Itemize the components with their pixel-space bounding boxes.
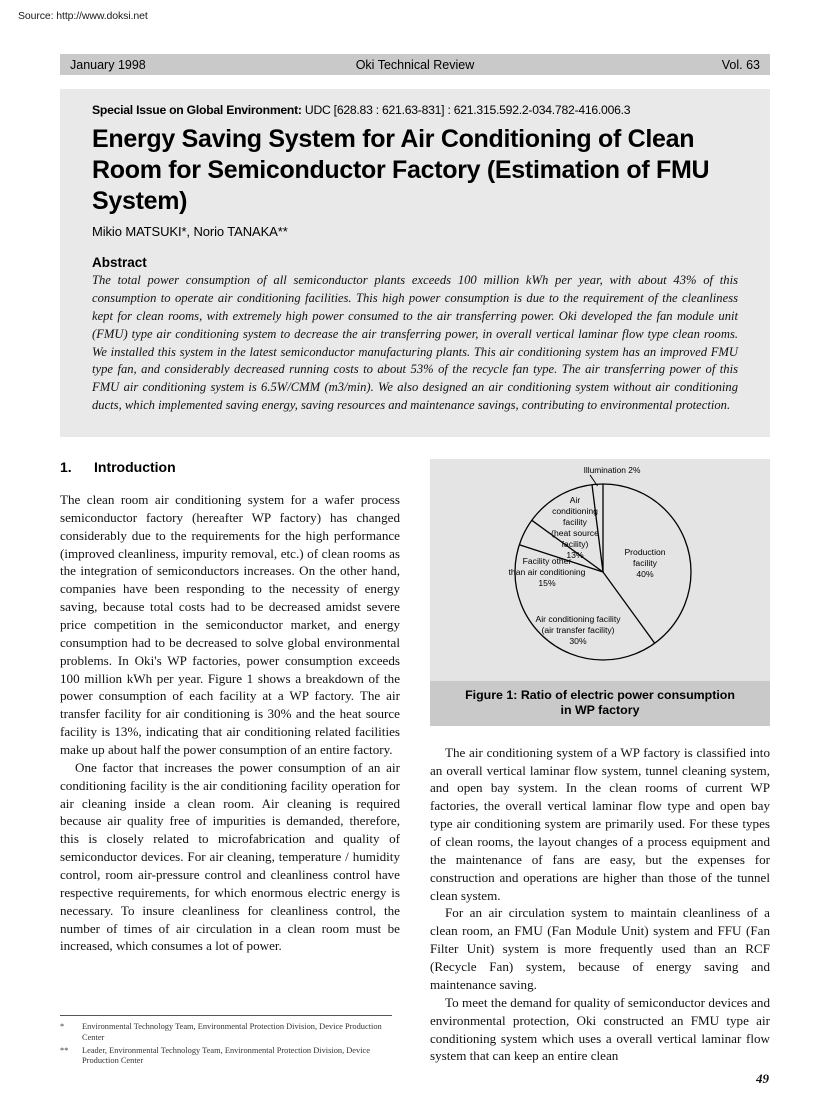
footnote-divider — [60, 1015, 392, 1016]
footnotes — [60, 1015, 400, 1069]
pie-slice-label-other-line1: Facility other — [522, 556, 572, 566]
pie-slice-label-heatsource-line2: conditioning — [552, 506, 598, 516]
figure-caption-line-1: Figure 1: Ratio of electric power consumption — [465, 688, 735, 702]
pie-slice-label-other-line2: than air conditioning — [508, 567, 586, 577]
header-volume: Vol. 63 — [721, 57, 760, 72]
page-title: Energy Saving System for Air Conditioning of Clean Room for Semiconductor Factory (Estimation of FMU System) — [92, 125, 710, 215]
footnote-marker: * — [60, 1022, 65, 1031]
left-paragraph-1: The clean room air conditioning system for a wafer process semiconductor factory (hereafter WP factory) has changed considerably due to the requirements for the high performance (improved cleanliness, impurity removal, etc.) of clean rooms as the integration of semiconductors increases. On the other hand, companies have been responding to the necessity of energy saving, because total costs had to be decreased amidst severe price competition in the semiconductor market, and energy consumption had to be decreased to solve global environmental problems. In Oki's WP factories, power consumption exceeds 100 million kWh per year. Figure 1 shows a breakdown of the power consumption of each facility at a WP factory. The air transfer facility for air conditioning is 30% and the heat source facility is 13%, indicating that air conditioning related facilities make up about half the power consumption of an entire factory. — [60, 492, 400, 758]
pie-slice-label-airtransfer-line2: (air transfer facility) — [541, 625, 615, 635]
pie-slice-label-airtransfer-line1: Air conditioning facility — [535, 614, 621, 624]
footnote-text: Leader, Environmental Technology Team, Environmental Protection Division, Device Production Center — [82, 1045, 370, 1066]
body-columns — [60, 459, 770, 1065]
header-date: January 1998 — [70, 57, 146, 72]
pie-slice-label-airtransfer-line3: 30% — [569, 636, 587, 646]
right-paragraph-2: For an air circulation system to maintain cleanliness of a clean room, an FMU (Fan Module Unit) system and FFU (Fan Filter Unit) system is more frequently used than an RCF (Recycle Fan) system, because of energy saving and maintenance saving. — [430, 905, 770, 992]
pie-slice-label-heatsource-line4: (heat source — [551, 528, 599, 538]
pie-slice-label-heatsource-line6: 13% — [566, 550, 584, 560]
figure-spacer — [430, 726, 770, 744]
pie-chart — [430, 459, 770, 681]
right-paragraph-3: To meet the demand for quality of semiconductor devices and environmental protection, Oki constructed an FMU type air conditioning system which uses a overall vertical laminar flow system that can keep an entire clean — [430, 994, 770, 1064]
left-column — [60, 459, 400, 1065]
page-content — [60, 54, 770, 1065]
pie-slice-label-production-line2: facility — [633, 558, 657, 568]
figure-1 — [430, 459, 770, 726]
pie-slice-label-production-line3: 40% — [636, 569, 654, 579]
title-abstract-block — [60, 89, 770, 437]
abstract-body: The total power consumption of all semiconductor plants exceeds 100 million kWh per year, with about 43% of this consumption to operate air conditioning facilities. This high power consumption is due to the requirement of the cleanliness kept for clean rooms, with extremely high power consumed to the air transferring power. Oki developed the fan module unit (FMU) type air conditioning system to decrease the air transferring power, in overall vertical laminar flow type clean rooms. We installed this system in the latest semiconductor manufacturing plants. This air conditioning system has an improved FMU type fan, and considerably decreased running costs to about 53% of the recycle fan type. The air transferring power of this FMU air conditioning system is 6.5W/CMM (m3/min). We also designed an air conditioning system without air conditioning ducts, which implemented saving energy, saving resources and maintenance savings, contributing to environmental protection. — [92, 273, 738, 413]
udc-code: UDC [628.83 : 621.63-831] : 621.315.592.2-034.782-416.006.3 — [304, 103, 631, 117]
footnote-item — [60, 1022, 400, 1044]
pie-slice-label-heatsource-line3: facility — [563, 517, 587, 527]
author-list: Mikio MATSUKI*, Norio TANAKA** — [92, 224, 288, 239]
figure-caption — [430, 681, 770, 726]
header-journal: Oki Technical Review — [355, 57, 475, 72]
section-heading-introduction — [60, 459, 400, 475]
pie-slice-label-other-line3: 15% — [538, 578, 556, 588]
pie-slice-label-production-line1: Production — [624, 547, 666, 557]
right-column — [430, 459, 770, 1065]
special-issue-label: Special Issue on Global Environment: — [92, 103, 302, 117]
footnote-text: Environmental Technology Team, Environmental Protection Division, Device Production Center — [82, 1022, 382, 1042]
figure-caption-line-2: in WP factory — [560, 702, 640, 717]
section-title: Introduction — [94, 459, 176, 475]
section-number: 1. — [60, 459, 72, 475]
left-paragraph-2: One factor that increases the power consumption of an air conditioning facility is the air conditioning facility operation for air cleaning inside a clean room. Air cleaning is required because air quality free of impurities is demanded, therefore, this is closely related to microfabrication and quality of semiconductor devices. For air cleaning, temperature / humidity control, room air-pressure control and cleanliness control have respective requirements, for which enormous electric energy is necessary. To insure cleanliness for cleanliness control, the number of times of air circulation in a clean room must be increased, which consumes a lot of power. — [60, 759, 400, 954]
page-number: 49 — [756, 1071, 769, 1086]
footnote-marker: ** — [60, 1045, 69, 1055]
special-issue-line — [92, 103, 738, 117]
abstract-heading: Abstract — [92, 255, 147, 270]
right-paragraph-1: The air conditioning system of a WP factory is classified into an overall vertical laminar flow system, tunnel cleaning system, and open bay system. In the clean rooms of current WP factories, the overall vertical laminar flow type and open bay type air conditioning system are primarily used. For these types of clean rooms, the layout changes of a process equipment and the maintenance of fans are easy, but the expenses for construction and operations are higher than those of the tunnel clean system. — [430, 744, 770, 903]
pie-slice-label-illumination: Illumination 2% — [583, 465, 641, 475]
pie-slice-label-heatsource-line5: facility) — [561, 539, 589, 549]
footnote-item — [60, 1046, 400, 1068]
running-header — [60, 54, 770, 75]
pie-chart-svg — [430, 459, 770, 681]
pie-slice-label-heatsource-line1: Air — [569, 495, 581, 505]
source-watermark: Source: http://www.doksi.net — [18, 10, 148, 22]
